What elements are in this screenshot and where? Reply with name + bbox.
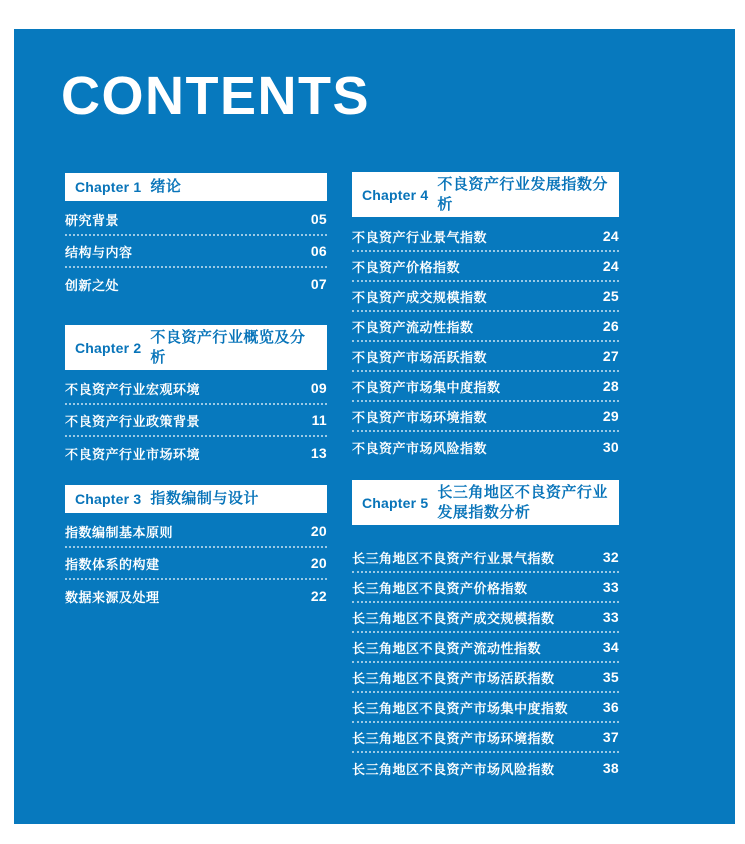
toc-item	[352, 402, 619, 432]
toc-item-page-number: 07	[310, 276, 327, 292]
toc-item-title: 不良资产流动性指数	[352, 319, 474, 335]
toc-item-title: 不良资产行业宏观环境	[65, 381, 201, 397]
toc-item-title: 指数编制基本原则	[65, 524, 174, 540]
contents-panel	[14, 29, 735, 824]
chapter-header	[65, 485, 327, 513]
toc-item-page-number: 26	[602, 318, 619, 334]
chapter-label: Chapter 5	[362, 494, 429, 511]
toc-item	[65, 516, 327, 548]
toc-item-list	[65, 204, 327, 300]
page-title: CONTENTS	[61, 66, 370, 126]
toc-item	[65, 373, 327, 405]
toc-item	[352, 693, 619, 723]
toc-column-right	[352, 29, 619, 824]
toc-item	[352, 222, 619, 252]
chapter-header	[352, 480, 619, 525]
toc-item	[65, 268, 327, 300]
toc-item-list	[352, 543, 619, 783]
chapter-label: Chapter 4	[362, 186, 429, 203]
chapter-title: 指数编制与设计	[150, 490, 259, 508]
toc-item-title: 长三角地区不良资产价格指数	[352, 580, 528, 596]
toc-item	[65, 580, 327, 612]
toc-section	[65, 485, 327, 612]
toc-item	[352, 663, 619, 693]
toc-item-title: 长三角地区不良资产行业景气指数	[352, 550, 555, 566]
toc-item-page-number: 34	[602, 639, 619, 655]
toc-item-page-number: 33	[602, 579, 619, 595]
toc-item	[352, 573, 619, 603]
chapter-header	[65, 325, 327, 370]
toc-item-page-number: 13	[310, 445, 327, 461]
chapter-title: 不良资产行业概览及分析	[150, 329, 306, 366]
chapter-header	[65, 173, 327, 201]
toc-item-page-number: 24	[602, 258, 619, 274]
chapter-label: Chapter 2	[75, 339, 142, 356]
toc-item-page-number: 30	[602, 439, 619, 455]
toc-item-page-number: 06	[310, 243, 327, 259]
toc-item-page-number: 20	[310, 555, 327, 571]
toc-item-page-number: 32	[602, 549, 619, 565]
chapter-title: 绪论	[150, 178, 182, 196]
toc-item-title: 指数体系的构建	[65, 556, 160, 572]
toc-item	[352, 342, 619, 372]
toc-item-list	[65, 373, 327, 469]
toc-item-page-number: 11	[311, 412, 327, 428]
toc-item-title: 不良资产市场风险指数	[352, 440, 488, 456]
toc-item	[352, 282, 619, 312]
chapter-header	[352, 172, 619, 217]
toc-item-page-number: 25	[602, 288, 619, 304]
toc-item	[352, 372, 619, 402]
toc-item-title: 研究背景	[65, 212, 120, 228]
toc-item-page-number: 09	[310, 380, 327, 396]
toc-item-page-number: 22	[310, 588, 327, 604]
toc-item-page-number: 28	[602, 378, 619, 394]
toc-item-title: 数据来源及处理	[65, 589, 160, 605]
toc-item	[65, 236, 327, 268]
toc-item-page-number: 33	[602, 609, 619, 625]
toc-item-title: 结构与内容	[65, 244, 133, 260]
toc-item-title: 不良资产行业市场环境	[65, 446, 201, 462]
toc-item	[65, 548, 327, 580]
toc-item-list	[352, 222, 619, 462]
toc-item-title: 不良资产行业政策背景	[65, 413, 201, 429]
toc-item	[65, 437, 327, 469]
toc-item-page-number: 05	[310, 211, 327, 227]
toc-item-title: 不良资产行业景气指数	[352, 229, 488, 245]
toc-item	[352, 432, 619, 462]
toc-item-title: 长三角地区不良资产市场环境指数	[352, 730, 555, 746]
toc-item-title: 不良资产市场活跃指数	[352, 349, 488, 365]
chapter-title: 长三角地区不良资产行业发展指数分析	[437, 484, 608, 521]
toc-item	[65, 204, 327, 236]
toc-item	[352, 633, 619, 663]
toc-item-page-number: 27	[602, 348, 619, 364]
toc-item-page-number: 20	[310, 523, 327, 539]
toc-section	[65, 173, 327, 300]
toc-item	[352, 543, 619, 573]
toc-item-list	[65, 516, 327, 612]
chapter-title: 不良资产行业发展指数分析	[437, 176, 608, 213]
toc-item-page-number: 35	[602, 669, 619, 685]
toc-item-page-number: 29	[602, 408, 619, 424]
toc-item-title: 长三角地区不良资产流动性指数	[352, 640, 542, 656]
toc-item-title: 长三角地区不良资产市场风险指数	[352, 761, 555, 777]
chapter-label: Chapter 1	[75, 179, 142, 195]
toc-section	[352, 172, 619, 462]
toc-item-page-number: 24	[602, 228, 619, 244]
toc-item-page-number: 37	[602, 729, 619, 745]
toc-item-title: 不良资产成交规模指数	[352, 289, 488, 305]
toc-column-left	[65, 29, 327, 824]
toc-item-title: 长三角地区不良资产市场活跃指数	[352, 670, 555, 686]
toc-item	[65, 405, 327, 437]
toc-item-page-number: 38	[602, 760, 619, 776]
toc-item-title: 不良资产价格指数	[352, 259, 461, 275]
toc-item-page-number: 36	[602, 699, 619, 715]
toc-item-title: 长三角地区不良资产市场集中度指数	[352, 700, 569, 716]
toc-section	[352, 480, 619, 783]
toc-item	[352, 603, 619, 633]
toc-item-title: 不良资产市场集中度指数	[352, 379, 501, 395]
toc-item	[352, 252, 619, 282]
toc-item-title: 创新之处	[65, 277, 120, 293]
toc-item	[352, 723, 619, 753]
toc-item-title: 不良资产市场环境指数	[352, 409, 488, 425]
toc-item-title: 长三角地区不良资产成交规模指数	[352, 610, 555, 626]
toc-item	[352, 312, 619, 342]
toc-item	[352, 753, 619, 783]
chapter-label: Chapter 3	[75, 491, 142, 507]
toc-section	[65, 325, 327, 469]
